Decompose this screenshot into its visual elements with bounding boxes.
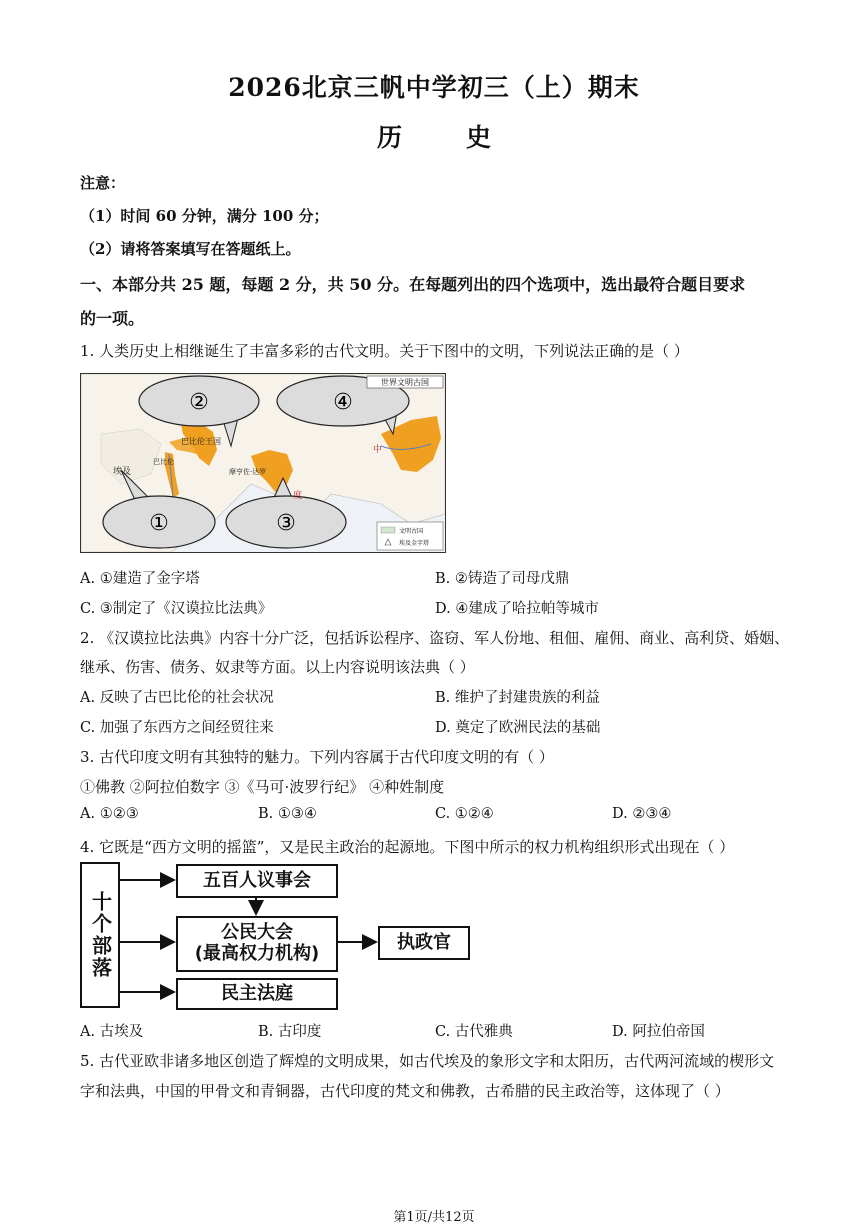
q4-option-c: C. 古代雅典 (435, 1024, 513, 1040)
question-3-items: ①佛教 ②阿拉伯数字 ③《马可·波罗行纪》 ④种姓制度 (80, 778, 445, 796)
label-china: 中 (373, 445, 383, 455)
question-5-stem: 5. 古代亚欧非诸多地区创造了辉煌的文明成果，如古代埃及的象形文字和太阳历，古代两河流域的楔形文 (80, 1052, 775, 1070)
q3-option-b: B. ①③④ (258, 806, 317, 822)
map-svg (81, 374, 445, 552)
q3-option-c: C. ①②④ (435, 806, 494, 822)
q2-option-b: B. 维护了封建贵族的利益 (435, 690, 600, 706)
legend-civ: 文明古国 (399, 528, 424, 535)
question-4-stem: 4. 它既是“西方文明的摇篮”，又是民主政治的起源地。下图中所示的权力机构组织形式出现在（ ） (80, 838, 735, 856)
q1-option-b: B. ②铸造了司母戊鼎 (435, 571, 570, 587)
question-2-stem: 2. 《汉谟拉比法典》内容十分广泛，包括诉讼程序、盗窃、军人份地、租佃、雇佣、商业、高利贷、婚姻、 (80, 629, 790, 647)
label-india: 度 (293, 491, 303, 501)
assembly-note: (最高权力机构) (194, 943, 320, 964)
q4-option-b: B. 古印度 (258, 1024, 322, 1040)
world-civilization-map (80, 373, 446, 553)
box-court: 民主法庭 (176, 978, 338, 1010)
notice-item-1: （1）时间 60 分钟，满分 100 分； (80, 207, 329, 225)
label-babylon: 巴比伦 (153, 458, 174, 466)
question-1-stem: 1. 人类历史上相继诞生了丰富多彩的古代文明。关于下图中的文明，下列说法正确的是（ ） (80, 342, 689, 360)
diagram-arrows (80, 862, 480, 1012)
subject-char-2: 史 (466, 123, 492, 152)
question-3-stem: 3. 古代印度文明有其独特的魅力。下列内容属于古代印度文明的有（ ） (80, 748, 554, 766)
bubble-1-label: ① (149, 511, 169, 536)
notice-label: 注意： (80, 174, 126, 192)
legend-swatch (381, 527, 395, 533)
subject-title (0, 118, 868, 154)
notice-item-2: （2）请将答案填写在答题纸上。 (80, 240, 301, 258)
page-number: 第1页/共12页 (393, 1210, 475, 1225)
legend-pyramid: 埃及金字塔 (399, 540, 430, 547)
exam-title: 2026北京三帆中学初三（上）期末 (228, 73, 640, 102)
q3-option-d: D. ②③④ (612, 806, 672, 822)
bubble-4-label: ④ (333, 390, 353, 415)
section-1-instruction-cont: 的一项。 (80, 309, 145, 328)
box-ten-tribes: 十个部落 (80, 862, 120, 1008)
label-egypt: 埃及 (113, 467, 132, 477)
label-mohenjo-daro: 摩亨佐·达罗 (229, 468, 267, 476)
question-5-stem-cont: 字和法典，中国的甲骨文和青铜器，古代印度的梵文和佛教，古希腊的民主政治等，这体现了（ ） (80, 1082, 730, 1100)
question-2-stem-cont: 继承、伤害、债务、奴隶等方面。以上内容说明该法典（ ） (80, 658, 475, 676)
assembly-name: 公民大会 (221, 922, 293, 944)
q1-option-a: A. ①建造了金字塔 (80, 571, 200, 587)
q4-option-d: D. 阿拉伯帝国 (612, 1024, 705, 1040)
label-babylon-kingdom: 巴比伦王国 (181, 437, 221, 446)
box-archon: 执政官 (378, 926, 470, 960)
map-corner-title: 世界文明古国 (381, 378, 429, 387)
q3-option-a: A. ①②③ (80, 806, 139, 822)
q4-option-a: A. 古埃及 (80, 1024, 144, 1040)
q2-option-d: D. 奠定了欧洲民法的基础 (435, 720, 601, 736)
bubble-3-label: ③ (276, 511, 296, 536)
subject-char-1: 历 (376, 123, 402, 152)
q1-option-c: C. ③制定了《汉谟拉比法典》 (80, 601, 273, 617)
section-1-instruction: 一、本部分共 25 题，每题 2 分，共 50 分。在每题列出的四个选项中，选出最符合题目要求 (80, 275, 746, 294)
box-council-500: 五百人议事会 (176, 864, 338, 898)
q1-option-d: D. ④建成了哈拉帕等城市 (435, 601, 599, 617)
q2-option-a: A. 反映了古巴比伦的社会状况 (80, 690, 274, 706)
bubble-2-label: ② (189, 390, 209, 415)
athens-power-diagram (80, 862, 480, 1012)
q2-option-c: C. 加强了东西方之间经贸往来 (80, 720, 274, 736)
